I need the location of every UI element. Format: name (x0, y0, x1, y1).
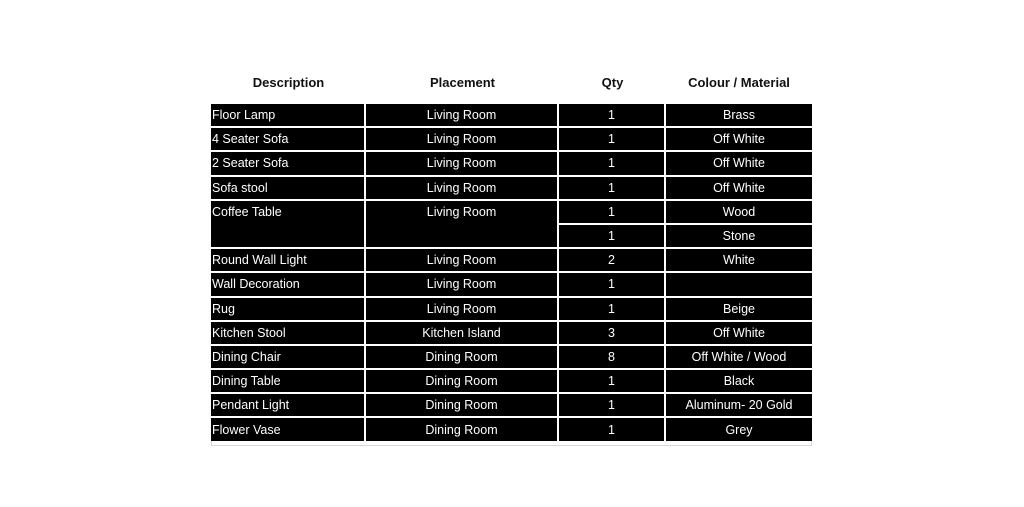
table-row (211, 394, 812, 418)
table-row (211, 201, 812, 225)
cell-placement: Living Room (366, 104, 559, 128)
table-row (211, 346, 812, 370)
cell-material: Off White (666, 177, 812, 201)
cell-material: Aluminum- 20 Gold (666, 394, 812, 418)
header-placement: Placement (366, 60, 559, 104)
cell-placement: Living Room (366, 249, 559, 273)
cell-description: 2 Seater Sofa (211, 152, 366, 176)
table-row (211, 177, 812, 201)
cell-material: Black (666, 370, 812, 394)
cell-material: Grey (666, 418, 812, 440)
cell-description: 4 Seater Sofa (211, 128, 366, 152)
cell-qty: 1 (559, 104, 666, 128)
furniture-table (211, 60, 812, 441)
header-description: Description (211, 60, 366, 104)
cell-placement: Dining Room (366, 418, 559, 440)
cell-description: Dining Chair (211, 346, 366, 370)
cell-placement: Living Room (366, 273, 559, 297)
cell-material: Off White (666, 152, 812, 176)
cell-placement: Living Room (366, 128, 559, 152)
cell-qty: 1 (559, 418, 666, 440)
cell-qty: 1 (559, 152, 666, 176)
cell-description: Dining Table (211, 370, 366, 394)
table-row (211, 104, 812, 128)
cell-placement: Dining Room (366, 346, 559, 370)
cell-qty: 1 (559, 128, 666, 152)
table-row (211, 370, 812, 394)
cell-placement: Living Room (366, 152, 559, 176)
table-row (211, 298, 812, 322)
cell-placement: Living Room (366, 177, 559, 201)
cell-qty: 1 (559, 298, 666, 322)
cell-description: Flower Vase (211, 418, 366, 440)
cell-qty: 1 (559, 273, 666, 297)
table-row (211, 249, 812, 273)
header-material: Colour / Material (666, 60, 812, 104)
cell-material: Stone (666, 225, 812, 249)
cell-qty: 8 (559, 346, 666, 370)
cell-qty: 1 (559, 201, 666, 225)
table-row (211, 322, 812, 346)
cell-qty: 1 (559, 370, 666, 394)
cell-placement: Living Room (366, 201, 559, 249)
cell-description: Sofa stool (211, 177, 366, 201)
cell-description: Round Wall Light (211, 249, 366, 273)
table-row (211, 128, 812, 152)
cell-placement: Kitchen Island (366, 322, 559, 346)
table-row (211, 152, 812, 176)
cell-description: Rug (211, 298, 366, 322)
header-row (211, 60, 812, 104)
cell-placement: Living Room (366, 298, 559, 322)
cell-qty: 3 (559, 322, 666, 346)
cell-material: Brass (666, 104, 812, 128)
cell-material: Off White / Wood (666, 346, 812, 370)
cell-material: Off White (666, 322, 812, 346)
cell-material: Wood (666, 201, 812, 225)
cell-qty: 1 (559, 394, 666, 418)
table-row (211, 418, 812, 440)
cell-description: Wall Decoration (211, 273, 366, 297)
cell-description: Pendant Light (211, 394, 366, 418)
cell-placement: Dining Room (366, 394, 559, 418)
cell-description: Coffee Table (211, 201, 366, 249)
cell-qty: 1 (559, 177, 666, 201)
cell-material: Off White (666, 128, 812, 152)
cell-description: Kitchen Stool (211, 322, 366, 346)
cell-qty: 1 (559, 225, 666, 249)
cell-qty: 2 (559, 249, 666, 273)
header-qty: Qty (559, 60, 666, 104)
cell-material: Beige (666, 298, 812, 322)
table-row (211, 273, 812, 297)
cell-placement: Dining Room (366, 370, 559, 394)
cell-material (666, 273, 812, 297)
cell-description: Floor Lamp (211, 104, 366, 128)
cell-material: White (666, 249, 812, 273)
